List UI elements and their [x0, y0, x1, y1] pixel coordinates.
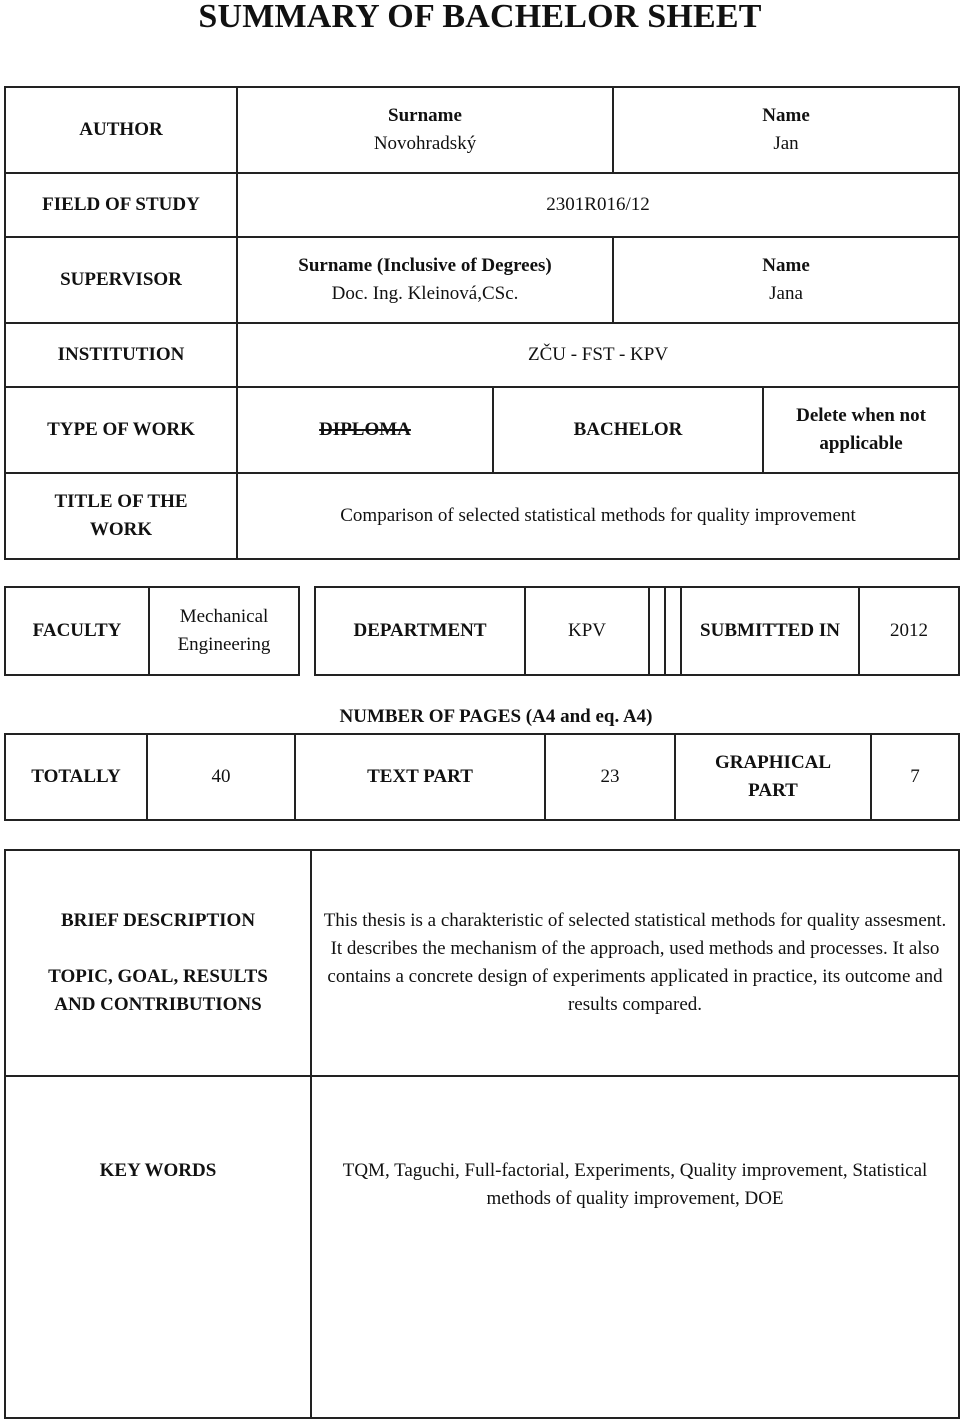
column-gap — [299, 587, 315, 675]
type-note-cell — [763, 387, 959, 473]
supervisor-name: Jana — [769, 283, 803, 304]
type-of-work-label: TYPE OF WORK — [5, 387, 237, 473]
column-gap — [649, 587, 665, 675]
supervisor-surname-label: Surname (Inclusive of Degrees) — [298, 255, 552, 276]
author-name: Jan — [773, 133, 799, 154]
graphical-part-value: 7 — [871, 734, 959, 820]
supervisor-surname-cell — [237, 237, 613, 323]
submitted-value: 2012 — [859, 587, 959, 675]
institution-label: INSTITUTION — [5, 323, 237, 387]
topic-goal-label-line2: AND CONTRIBUTIONS — [54, 994, 262, 1015]
label-spacer — [10, 935, 306, 963]
type-option-diploma — [237, 387, 493, 473]
type-note-line1: Delete when not — [796, 405, 926, 426]
keywords-text: TQM, Taguchi, Full-factorial, Experiments, Quality improvement, Statistical methods of quality improvement, DOE — [311, 1076, 959, 1418]
column-gap — [665, 587, 681, 675]
brief-description-label: BRIEF DESCRIPTION — [60, 910, 256, 931]
graphical-label-line2: PART — [748, 780, 798, 801]
keywords-label: KEY WORDS — [5, 1076, 311, 1418]
type-option-bachelor: BACHELOR — [493, 387, 763, 473]
graphical-label-line1: GRAPHICAL — [714, 752, 832, 773]
author-surname: Novohradský — [373, 133, 477, 154]
diploma-struck-text: DIPLOMA — [319, 419, 411, 440]
submitted-label: SUBMITTED IN — [681, 587, 859, 675]
author-label: AUTHOR — [5, 87, 237, 173]
faculty-value-cell — [149, 587, 299, 675]
title-of-work-label-line1: TITLE OF THE — [54, 491, 188, 512]
faculty-value-line1: Mechanical — [179, 606, 269, 627]
title-of-work-value: Comparison of selected statistical methods for quality improvement — [237, 473, 959, 559]
supervisor-surname: Doc. Ing. Kleinová,CSc. — [331, 283, 519, 304]
description-table — [4, 849, 960, 1419]
author-name-cell — [613, 87, 959, 173]
faculty-value-line2: Engineering — [177, 634, 271, 655]
brief-description-label-cell — [5, 850, 311, 1076]
author-surname-cell — [237, 87, 613, 173]
topic-goal-label-line1: TOPIC, GOAL, RESULTS — [48, 966, 268, 987]
title-of-work-label-line2: WORK — [89, 519, 153, 540]
info-table — [4, 86, 960, 560]
totally-value: 40 — [147, 734, 295, 820]
faculty-label: FACULTY — [5, 587, 149, 675]
page-title: SUMMARY OF BACHELOR SHEET — [198, 0, 762, 35]
text-part-label: TEXT PART — [295, 734, 545, 820]
faculty-table — [4, 586, 960, 676]
graphical-part-label-cell — [675, 734, 871, 820]
pages-heading: NUMBER OF PAGES (A4 and eq. A4) — [339, 706, 653, 727]
department-label: DEPARTMENT — [315, 587, 525, 675]
department-value: KPV — [525, 587, 649, 675]
field-of-study-value: 2301R016/12 — [237, 173, 959, 237]
author-name-label: Name — [762, 105, 810, 126]
text-part-value: 23 — [545, 734, 675, 820]
supervisor-name-label: Name — [762, 255, 810, 276]
pages-table — [4, 733, 960, 821]
supervisor-name-cell — [613, 237, 959, 323]
type-note-line2: applicable — [819, 433, 903, 454]
supervisor-label: SUPERVISOR — [5, 237, 237, 323]
field-of-study-label: FIELD OF STUDY — [5, 173, 237, 237]
totally-label: TOTALLY — [5, 734, 147, 820]
author-surname-label: Surname — [388, 105, 462, 126]
brief-description-text: This thesis is a charakteristic of selected statistical methods for quality assesment. It describes the mechanism of the approach, used methods and processes. It also contains a concrete design of experiments applicated in practice, its outcome and results compared. — [311, 850, 959, 1076]
institution-value: ZČU - FST - KPV — [237, 323, 959, 387]
title-of-work-label-cell — [5, 473, 237, 559]
